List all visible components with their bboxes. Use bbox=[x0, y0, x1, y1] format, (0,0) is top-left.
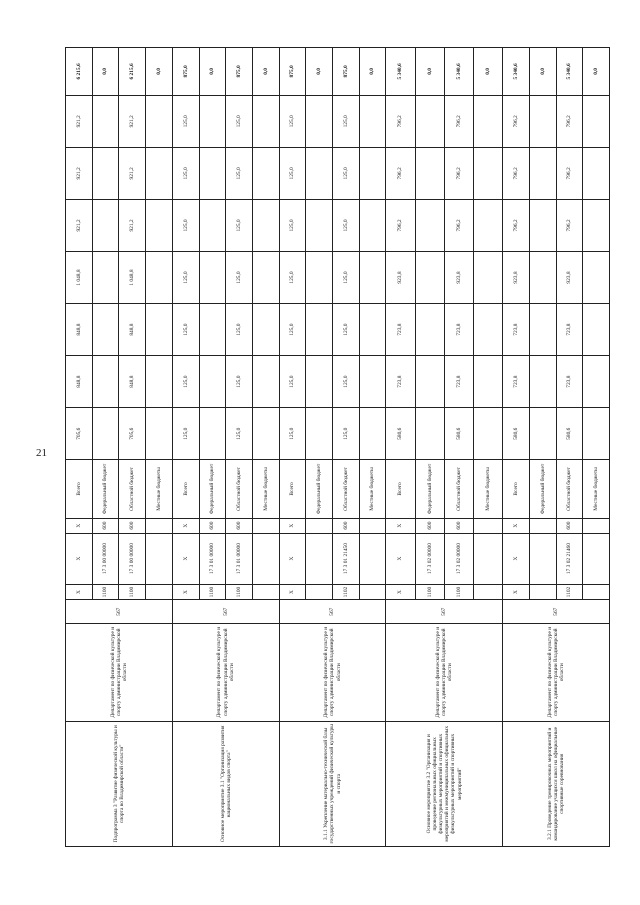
year-value-cell bbox=[146, 304, 173, 356]
year-value-cell: 125,0 bbox=[279, 408, 306, 460]
funding-source-cell: Местные бюджеты bbox=[473, 460, 502, 518]
funding-source-cell: Областной бюджет bbox=[226, 460, 253, 518]
year-value-cell bbox=[92, 356, 119, 408]
year-value-cell: 796,2 bbox=[503, 95, 530, 147]
funding-source-cell: Областной бюджет bbox=[119, 460, 146, 518]
vr-cell: 600 bbox=[333, 518, 360, 533]
year-value-cell bbox=[415, 95, 444, 147]
csr-cell: 17 3 00 00000 bbox=[92, 533, 119, 584]
program-name-cell: Подпрограмма 3 "Развитие физической культуры и спорта во Владимирской области" bbox=[66, 721, 173, 846]
year-value-cell bbox=[583, 95, 610, 147]
rz-pr-cell bbox=[473, 584, 502, 600]
csr-cell bbox=[359, 533, 386, 584]
csr-cell: X bbox=[386, 533, 415, 584]
csr-cell bbox=[146, 533, 173, 584]
year-value-cell: 796,2 bbox=[503, 199, 530, 251]
rz-pr-cell: X bbox=[172, 584, 199, 600]
total-value-cell: 0,0 bbox=[583, 48, 610, 96]
year-value-cell: 125,0 bbox=[226, 147, 253, 199]
year-value-cell bbox=[359, 408, 386, 460]
year-value-cell bbox=[359, 95, 386, 147]
year-value-cell: 125,0 bbox=[333, 252, 360, 304]
year-value-cell bbox=[415, 147, 444, 199]
table-row bbox=[66, 48, 93, 847]
year-value-cell: 580,6 bbox=[386, 408, 415, 460]
rz-pr-cell bbox=[529, 584, 556, 600]
year-value-cell bbox=[199, 95, 226, 147]
year-value-cell: 923,8 bbox=[444, 252, 473, 304]
funding-source-cell: Местные бюджеты bbox=[146, 460, 173, 518]
year-value-cell bbox=[306, 408, 333, 460]
total-value-cell: 0,0 bbox=[359, 48, 386, 96]
grbs-code-cell: 567 bbox=[503, 600, 610, 623]
program-name-cell: Основное мероприятие 3.2 "Организация и проведение региональных официальных физкультурных мероприятий и спортивных мероприятий и межмуниципальных официальных физкультурных мероприятий и спортивных мероприятий" bbox=[386, 721, 503, 846]
grbs-code-cell: 567 bbox=[172, 600, 279, 623]
vr-cell: 600 bbox=[415, 518, 444, 533]
funding-source-cell: Местные бюджеты bbox=[359, 460, 386, 518]
year-value-cell: 796,2 bbox=[444, 95, 473, 147]
rz-pr-cell: 1100 bbox=[444, 584, 473, 600]
year-value-cell: 723,8 bbox=[444, 356, 473, 408]
vr-cell: 600 bbox=[226, 518, 253, 533]
year-value-cell bbox=[583, 356, 610, 408]
table-row bbox=[172, 48, 199, 847]
csr-cell: 17 3 02 00000 bbox=[444, 533, 473, 584]
total-value-cell: 0,0 bbox=[306, 48, 333, 96]
rotated-budget-sheet bbox=[65, 47, 610, 847]
vr-cell: X bbox=[66, 518, 93, 533]
year-value-cell bbox=[415, 408, 444, 460]
rz-pr-cell bbox=[359, 584, 386, 600]
year-value-cell: 921,2 bbox=[66, 95, 93, 147]
year-value-cell: 125,0 bbox=[172, 408, 199, 460]
year-value-cell bbox=[473, 147, 502, 199]
year-value-cell: 125,0 bbox=[226, 356, 253, 408]
year-value-cell: 796,2 bbox=[444, 199, 473, 251]
funding-source-cell: Областной бюджет bbox=[333, 460, 360, 518]
year-value-cell: 125,0 bbox=[279, 199, 306, 251]
table-row bbox=[386, 48, 415, 847]
year-value-cell bbox=[92, 304, 119, 356]
year-value-cell bbox=[359, 147, 386, 199]
year-value-cell bbox=[473, 356, 502, 408]
vr-cell: 600 bbox=[199, 518, 226, 533]
funding-source-cell: Местные бюджеты bbox=[583, 460, 610, 518]
funding-source-cell: Федеральный бюджет bbox=[92, 460, 119, 518]
year-value-cell bbox=[199, 408, 226, 460]
vr-cell bbox=[306, 518, 333, 533]
vr-cell: X bbox=[386, 518, 415, 533]
year-value-cell bbox=[473, 95, 502, 147]
year-value-cell bbox=[415, 304, 444, 356]
year-value-cell bbox=[529, 252, 556, 304]
total-value-cell: 0,0 bbox=[529, 48, 556, 96]
vr-cell bbox=[252, 518, 279, 533]
year-value-cell: 125,0 bbox=[333, 304, 360, 356]
year-value-cell bbox=[359, 199, 386, 251]
year-value-cell: 125,0 bbox=[279, 147, 306, 199]
year-value-cell: 125,0 bbox=[333, 408, 360, 460]
csr-cell: X bbox=[279, 533, 306, 584]
total-value-cell: 0,0 bbox=[252, 48, 279, 96]
total-value-cell: 875,0 bbox=[226, 48, 253, 96]
year-value-cell: 796,2 bbox=[556, 199, 583, 251]
year-value-cell: 923,8 bbox=[386, 252, 415, 304]
csr-cell bbox=[306, 533, 333, 584]
year-value-cell: 125,0 bbox=[172, 199, 199, 251]
year-value-cell bbox=[529, 304, 556, 356]
year-value-cell: 723,8 bbox=[444, 304, 473, 356]
executor-cell: Департамент по физической культуре и спорту администрации Владимирской области bbox=[503, 623, 610, 721]
program-name-cell: 3.2.1 Проведение тренировочных мероприятий и командирование учащихся школ на официальные спортивные соревнования bbox=[503, 721, 610, 846]
executor-cell: Департамент по физической культуре и спорту администрации Владимирской области bbox=[279, 623, 386, 721]
year-value-cell: 705,6 bbox=[66, 408, 93, 460]
year-value-cell bbox=[473, 408, 502, 460]
year-value-cell: 796,2 bbox=[556, 147, 583, 199]
year-value-cell: 923,8 bbox=[556, 252, 583, 304]
rz-pr-cell bbox=[306, 584, 333, 600]
year-value-cell bbox=[529, 95, 556, 147]
budget-table bbox=[65, 47, 610, 847]
year-value-cell bbox=[199, 304, 226, 356]
year-value-cell bbox=[529, 408, 556, 460]
csr-cell bbox=[583, 533, 610, 584]
year-value-cell: 848,8 bbox=[119, 356, 146, 408]
year-value-cell bbox=[415, 356, 444, 408]
table-row bbox=[279, 48, 306, 847]
year-value-cell bbox=[146, 95, 173, 147]
program-name-cell: 3.1.1 Укрепление материально-технической базы государственных учреждений физической культуры и спорта bbox=[279, 721, 386, 846]
year-value-cell: 125,0 bbox=[226, 95, 253, 147]
vr-cell bbox=[473, 518, 502, 533]
rz-pr-cell: X bbox=[66, 584, 93, 600]
table-row bbox=[503, 48, 530, 847]
vr-cell: X bbox=[172, 518, 199, 533]
total-value-cell: 875,0 bbox=[172, 48, 199, 96]
page-number: 21 bbox=[36, 447, 47, 459]
rz-pr-cell: X bbox=[386, 584, 415, 600]
year-value-cell: 125,0 bbox=[333, 356, 360, 408]
executor-cell: Департамент по физической культуре и спорту администрации Владимирской области bbox=[386, 623, 503, 721]
year-value-cell bbox=[146, 199, 173, 251]
funding-source-cell: Федеральный бюджет bbox=[415, 460, 444, 518]
csr-cell: 17 3 01 21450 bbox=[333, 533, 360, 584]
year-value-cell: 848,8 bbox=[66, 304, 93, 356]
year-value-cell: 125,0 bbox=[279, 304, 306, 356]
rz-pr-cell: 1100 bbox=[415, 584, 444, 600]
total-value-cell: 0,0 bbox=[473, 48, 502, 96]
funding-source-cell: Всего bbox=[279, 460, 306, 518]
year-value-cell bbox=[146, 408, 173, 460]
year-value-cell bbox=[583, 252, 610, 304]
year-value-cell bbox=[473, 252, 502, 304]
year-value-cell: 125,0 bbox=[279, 252, 306, 304]
year-value-cell: 580,6 bbox=[556, 408, 583, 460]
rz-pr-cell bbox=[146, 584, 173, 600]
year-value-cell bbox=[199, 199, 226, 251]
rz-pr-cell: 1100 bbox=[92, 584, 119, 600]
funding-source-cell: Областной бюджет bbox=[444, 460, 473, 518]
year-value-cell: 921,2 bbox=[66, 147, 93, 199]
funding-source-cell: Областной бюджет bbox=[556, 460, 583, 518]
vr-cell bbox=[146, 518, 173, 533]
year-value-cell: 125,0 bbox=[333, 95, 360, 147]
total-value-cell: 0,0 bbox=[199, 48, 226, 96]
vr-cell: 600 bbox=[556, 518, 583, 533]
year-value-cell bbox=[92, 147, 119, 199]
funding-source-cell: Всего bbox=[386, 460, 415, 518]
year-value-cell bbox=[252, 252, 279, 304]
year-value-cell: 125,0 bbox=[226, 199, 253, 251]
year-value-cell bbox=[92, 252, 119, 304]
year-value-cell bbox=[415, 252, 444, 304]
program-name-cell: Основное мероприятие 3.1 "Организация развития национальных видов спорта" bbox=[172, 721, 279, 846]
funding-source-cell: Всего bbox=[66, 460, 93, 518]
year-value-cell bbox=[146, 356, 173, 408]
total-value-cell: 0,0 bbox=[92, 48, 119, 96]
executor-cell: Департамент по физической культуре и спорту администрации Владимирской области bbox=[172, 623, 279, 721]
year-value-cell: 921,2 bbox=[119, 95, 146, 147]
vr-cell bbox=[583, 518, 610, 533]
csr-cell bbox=[529, 533, 556, 584]
year-value-cell bbox=[529, 356, 556, 408]
vr-cell bbox=[529, 518, 556, 533]
year-value-cell: 125,0 bbox=[172, 304, 199, 356]
year-value-cell bbox=[199, 252, 226, 304]
year-value-cell bbox=[92, 199, 119, 251]
year-value-cell: 848,8 bbox=[66, 356, 93, 408]
year-value-cell: 125,0 bbox=[279, 356, 306, 408]
year-value-cell bbox=[252, 199, 279, 251]
total-value-cell: 5 340,6 bbox=[444, 48, 473, 96]
year-value-cell bbox=[306, 199, 333, 251]
vr-cell bbox=[359, 518, 386, 533]
year-value-cell: 1 048,8 bbox=[66, 252, 93, 304]
csr-cell: 17 3 02 21460 bbox=[556, 533, 583, 584]
year-value-cell: 125,0 bbox=[172, 147, 199, 199]
vr-cell: 600 bbox=[444, 518, 473, 533]
year-value-cell bbox=[306, 304, 333, 356]
year-value-cell bbox=[583, 147, 610, 199]
year-value-cell bbox=[359, 356, 386, 408]
year-value-cell bbox=[359, 252, 386, 304]
year-value-cell bbox=[415, 199, 444, 251]
total-value-cell: 0,0 bbox=[415, 48, 444, 96]
year-value-cell: 125,0 bbox=[172, 95, 199, 147]
year-value-cell: 125,0 bbox=[333, 199, 360, 251]
rz-pr-cell bbox=[583, 584, 610, 600]
year-value-cell: 1 048,8 bbox=[119, 252, 146, 304]
csr-cell bbox=[252, 533, 279, 584]
csr-cell: 17 3 01 00000 bbox=[226, 533, 253, 584]
year-value-cell bbox=[252, 147, 279, 199]
year-value-cell bbox=[359, 304, 386, 356]
year-value-cell: 848,8 bbox=[119, 304, 146, 356]
year-value-cell: 723,8 bbox=[503, 304, 530, 356]
csr-cell: 17 3 00 00000 bbox=[119, 533, 146, 584]
year-value-cell: 796,2 bbox=[386, 199, 415, 251]
vr-cell: X bbox=[279, 518, 306, 533]
year-value-cell: 796,2 bbox=[386, 95, 415, 147]
year-value-cell: 723,8 bbox=[386, 356, 415, 408]
funding-source-cell: Федеральный бюджет bbox=[199, 460, 226, 518]
year-value-cell bbox=[146, 252, 173, 304]
year-value-cell bbox=[473, 304, 502, 356]
year-value-cell bbox=[529, 199, 556, 251]
year-value-cell bbox=[473, 199, 502, 251]
funding-source-cell: Местные бюджеты bbox=[252, 460, 279, 518]
total-value-cell: 6 215,6 bbox=[119, 48, 146, 96]
year-value-cell: 921,2 bbox=[66, 199, 93, 251]
grbs-code-cell: 567 bbox=[279, 600, 386, 623]
grbs-code-cell: 567 bbox=[386, 600, 503, 623]
rz-pr-cell: 1100 bbox=[199, 584, 226, 600]
year-value-cell: 723,8 bbox=[503, 356, 530, 408]
rz-pr-cell: X bbox=[279, 584, 306, 600]
total-value-cell: 6 215,6 bbox=[66, 48, 93, 96]
year-value-cell: 921,2 bbox=[119, 147, 146, 199]
year-value-cell bbox=[146, 147, 173, 199]
csr-cell bbox=[473, 533, 502, 584]
year-value-cell bbox=[306, 95, 333, 147]
year-value-cell bbox=[306, 252, 333, 304]
year-value-cell bbox=[199, 356, 226, 408]
year-value-cell bbox=[252, 95, 279, 147]
csr-cell: 17 3 02 00000 bbox=[415, 533, 444, 584]
year-value-cell bbox=[529, 147, 556, 199]
csr-cell: X bbox=[172, 533, 199, 584]
year-value-cell: 723,8 bbox=[386, 304, 415, 356]
year-value-cell: 923,8 bbox=[503, 252, 530, 304]
vr-cell: X bbox=[503, 518, 530, 533]
year-value-cell bbox=[306, 147, 333, 199]
rz-pr-cell: X bbox=[503, 584, 530, 600]
year-value-cell bbox=[583, 199, 610, 251]
year-value-cell bbox=[583, 304, 610, 356]
total-value-cell: 5 340,6 bbox=[386, 48, 415, 96]
year-value-cell: 796,2 bbox=[503, 147, 530, 199]
total-value-cell: 5 340,6 bbox=[503, 48, 530, 96]
year-value-cell: 125,0 bbox=[172, 252, 199, 304]
total-value-cell: 0,0 bbox=[146, 48, 173, 96]
rz-pr-cell: 1100 bbox=[119, 584, 146, 600]
funding-source-cell: Федеральный бюджет bbox=[529, 460, 556, 518]
year-value-cell: 580,6 bbox=[503, 408, 530, 460]
total-value-cell: 875,0 bbox=[333, 48, 360, 96]
executor-cell: Департамент по физической культуре и спорту администрации Владимирской области bbox=[66, 623, 173, 721]
year-value-cell bbox=[252, 356, 279, 408]
csr-cell: 17 3 01 00000 bbox=[199, 533, 226, 584]
year-value-cell: 580,6 bbox=[444, 408, 473, 460]
total-value-cell: 5 340,6 bbox=[556, 48, 583, 96]
year-value-cell: 796,2 bbox=[386, 147, 415, 199]
year-value-cell: 723,8 bbox=[556, 356, 583, 408]
year-value-cell bbox=[92, 408, 119, 460]
year-value-cell: 125,0 bbox=[172, 356, 199, 408]
year-value-cell: 125,0 bbox=[226, 408, 253, 460]
funding-source-cell: Всего bbox=[172, 460, 199, 518]
csr-cell: X bbox=[66, 533, 93, 584]
vr-cell: 600 bbox=[92, 518, 119, 533]
funding-source-cell: Всего bbox=[503, 460, 530, 518]
year-value-cell: 125,0 bbox=[226, 252, 253, 304]
year-value-cell bbox=[252, 408, 279, 460]
year-value-cell: 921,2 bbox=[119, 199, 146, 251]
rz-pr-cell: 1102 bbox=[333, 584, 360, 600]
year-value-cell bbox=[92, 95, 119, 147]
year-value-cell: 796,2 bbox=[556, 95, 583, 147]
year-value-cell: 723,8 bbox=[556, 304, 583, 356]
year-value-cell: 796,2 bbox=[444, 147, 473, 199]
year-value-cell: 125,0 bbox=[279, 95, 306, 147]
vr-cell: 600 bbox=[119, 518, 146, 533]
total-value-cell: 875,0 bbox=[279, 48, 306, 96]
year-value-cell bbox=[252, 304, 279, 356]
year-value-cell: 705,6 bbox=[119, 408, 146, 460]
grbs-code-cell: 567 bbox=[66, 600, 173, 623]
csr-cell: X bbox=[503, 533, 530, 584]
year-value-cell: 125,0 bbox=[226, 304, 253, 356]
funding-source-cell: Федеральный бюджет bbox=[306, 460, 333, 518]
rz-pr-cell: 1100 bbox=[226, 584, 253, 600]
year-value-cell bbox=[199, 147, 226, 199]
rz-pr-cell bbox=[252, 584, 279, 600]
year-value-cell bbox=[306, 356, 333, 408]
year-value-cell bbox=[583, 408, 610, 460]
rz-pr-cell: 1102 bbox=[556, 584, 583, 600]
year-value-cell: 125,0 bbox=[333, 147, 360, 199]
